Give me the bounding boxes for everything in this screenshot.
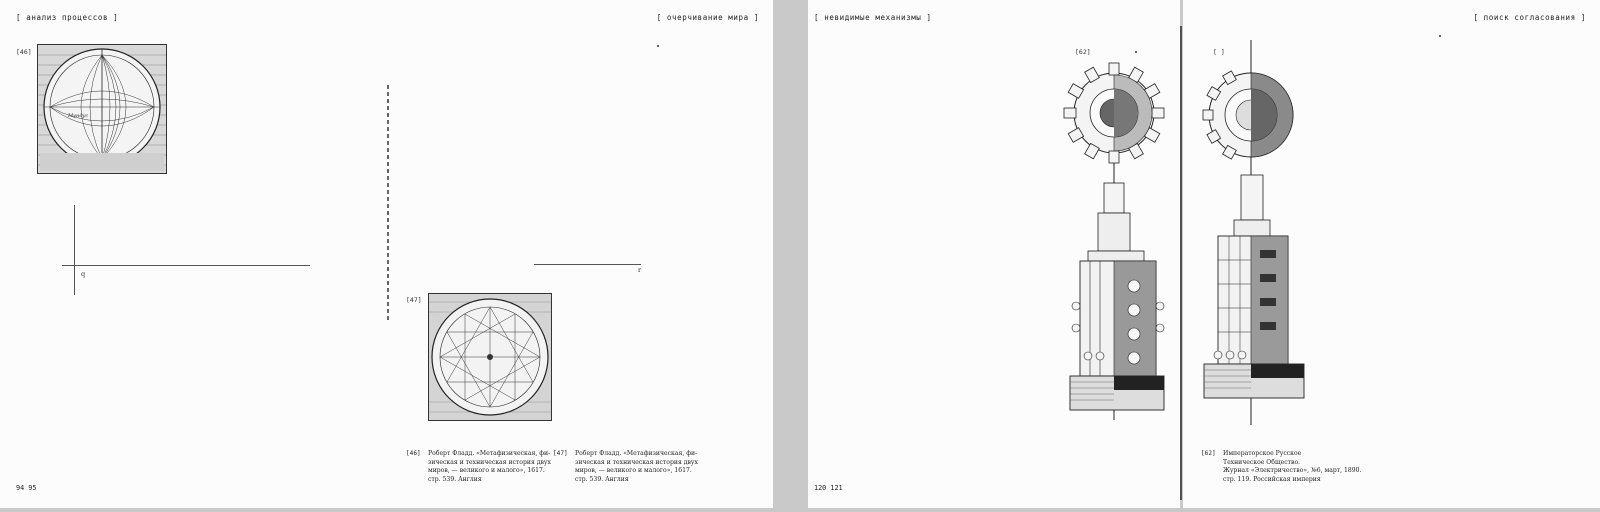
axis-horizontal	[62, 265, 310, 266]
folio: 120 121	[814, 484, 843, 492]
page-121	[1183, 0, 1600, 508]
caption-line: зическая и техническая история двух	[428, 458, 551, 466]
caption-line: стр. 539. Англия	[575, 475, 629, 483]
caption-47	[553, 450, 715, 484]
caption-line: зическая и техническая история двух	[575, 458, 698, 466]
caption-line: Роберт Фладд. «Метафизическая, фи-	[575, 450, 698, 457]
svg-text:Мундус: Мундус	[68, 113, 89, 119]
caption-line: миров, — великого и малого», 1617.	[575, 467, 692, 475]
caption-line: Журнал «Электричество», №6, март, 1890.	[1223, 467, 1362, 475]
axis-letter: q	[81, 270, 86, 278]
caption-line: Императорское Русское	[1223, 450, 1302, 457]
caption-line: миров, — великого и малого», 1617.	[428, 467, 545, 475]
axis-horizontal	[534, 264, 641, 265]
page-120	[808, 0, 1180, 508]
figure-label: [46]	[16, 48, 32, 56]
paper-speck	[1439, 35, 1441, 37]
running-header: [ невидимые механизмы ]	[814, 13, 932, 22]
folio: 94 95	[16, 484, 37, 492]
page-94	[0, 0, 392, 508]
caption-46	[406, 450, 568, 484]
caption-line: Техническое Общество.	[1223, 458, 1301, 466]
right-spread	[808, 0, 1600, 512]
figure-label: [47]	[406, 296, 422, 304]
paper-speck	[1135, 51, 1137, 53]
figure-46-engraving	[37, 44, 167, 174]
dynamo-drawing-right	[1198, 40, 1318, 430]
axis-vertical	[74, 205, 75, 295]
caption-number: [62]	[1201, 450, 1216, 457]
caption-line: стр. 119. Российская империя	[1223, 475, 1321, 483]
running-header: [ анализ процессов ]	[16, 13, 119, 22]
caption-62	[1201, 450, 1423, 484]
page-95	[391, 0, 773, 508]
figure-label: [62]	[1075, 48, 1091, 56]
figure-47-engraving	[428, 293, 552, 421]
caption-line: стр. 539. Англия	[428, 475, 482, 483]
caption-number: [47]	[553, 450, 568, 457]
left-spread	[0, 0, 790, 512]
paper-speck	[657, 45, 659, 47]
figure-label: [ ]	[1213, 48, 1225, 56]
axis-letter: r	[638, 266, 642, 274]
running-header: [ поиск согласования ]	[1473, 13, 1586, 22]
running-header: [ очерчивание мира ]	[656, 13, 759, 22]
caption-line: Роберт Фладд. «Метафизическая, фи-	[428, 450, 551, 457]
dynamo-drawing-left	[1058, 58, 1180, 428]
caption-number: [46]	[406, 450, 421, 457]
